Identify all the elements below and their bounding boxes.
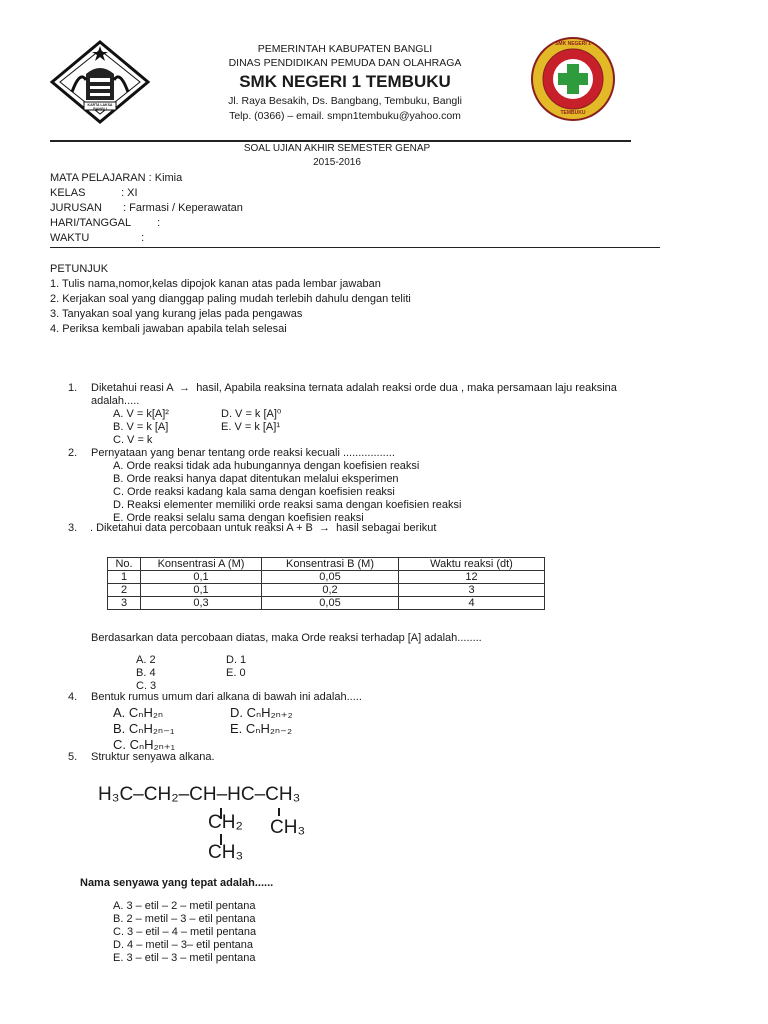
option-b: B. 4 (136, 667, 156, 679)
left-logo (50, 40, 150, 124)
instruction-item: 1. Tulis nama,nomor,kelas dipojok kanan atas pada lembar jawaban (50, 278, 381, 290)
branch1-ch3: CH₃ (208, 842, 244, 863)
table-cell: 2 (108, 584, 141, 597)
option-c: C. Orde reaksi kadang kala sama dengan koefisien reaksi (113, 486, 395, 498)
field-label: JURUSAN (50, 202, 102, 214)
question-number: 2. (68, 447, 78, 459)
instructions-title: PETUNJUK (50, 263, 109, 275)
option-e: E. 3 – etil – 3 – metil pentana (113, 952, 256, 964)
instruction-item: 3. Tanyakan soal yang kurang jelas pada pengawas (50, 308, 303, 320)
option-a: A. V = k[A]² (113, 408, 169, 420)
table-cell: 4 (399, 597, 545, 610)
question-3 (68, 522, 738, 535)
table-cell: 3 (399, 584, 545, 597)
field-major (50, 202, 660, 217)
field-value: : XI (121, 187, 138, 199)
branch2-ch3: CH₃ (270, 817, 306, 838)
field-class (50, 187, 660, 202)
question-text: Struktur senyawa alkana. (91, 751, 215, 763)
question-1 (68, 382, 738, 446)
main-chain: H₃C–CH₂–CH–HC–CH₃ (98, 784, 301, 805)
option-a: A. CₙH₂ₙ (113, 705, 164, 720)
school-address: Jl. Raya Besakih, Ds. Bangbang, Tembuku, Bangli (228, 95, 462, 107)
school-contact: Telp. (0366) – email. smpn1tembuku@yahoo.com (229, 110, 461, 122)
table-row (108, 597, 545, 610)
option-d: D. CₙH₂ₙ₊₂ (230, 705, 293, 720)
question-text: Diketahui reasi A (91, 382, 173, 394)
right-logo-top-text: SMK NEGERI 1 (555, 41, 591, 47)
exam-year: 2015-2016 (313, 157, 361, 168)
field-value: : Kimia (148, 172, 183, 184)
right-logo (530, 36, 616, 122)
left-logo-text: KARTA LAKSA BANGLI (87, 103, 113, 111)
question-text: hasil, Apabila reaksina ternata adalah reaksi orde dua , maka persamaan laju reaksina (196, 382, 617, 394)
arrow-icon: → (176, 382, 194, 394)
option-d: D. V = k [A]⁰ (221, 408, 282, 420)
question-text: Pernyataan yang benar tentang orde reaksi kecuali ................. (91, 447, 395, 459)
table-cell: 0,1 (141, 571, 262, 584)
option-c: C. 3 (136, 680, 157, 692)
question-text: hasil sebagai berikut (336, 522, 437, 534)
table-cell: 0,3 (141, 597, 262, 610)
question-number: 3. (68, 522, 78, 534)
field-label: MATA PELAJARAN (50, 172, 146, 184)
option-c: C. CₙH₂ₙ₊₁ (113, 737, 176, 752)
field-time (50, 232, 660, 248)
option-e: E. V = k [A]¹ (221, 421, 280, 433)
field-label: HARI/TANGGAL (50, 217, 132, 229)
branch1-ch2: CH₂ (208, 812, 243, 833)
table-header: Konsentrasi B (M) (262, 558, 399, 571)
table-header: Konsentrasi A (M) (141, 558, 262, 571)
option-d: D. 1 (226, 654, 247, 666)
question-text: adalah..... (91, 395, 140, 407)
right-logo-bottom-text: TEMBUKU (560, 110, 586, 116)
option-a: A. 3 – etil – 2 – metil pentana (113, 900, 256, 912)
field-subject (50, 172, 660, 187)
option-b: B. 2 – metil – 3 – etil pentana (113, 913, 256, 925)
option-b: B. V = k [A] (113, 421, 169, 433)
instruction-item: 2. Kerjakan soal yang dianggap paling mudah terlebih dahulu dengan teliti (50, 293, 411, 305)
arrow-icon: → (315, 522, 334, 534)
question-text: . Diketahui data percobaan untuk reaksi A + B (90, 522, 313, 534)
option-d: D. 4 – metil – 3– etil pentana (113, 939, 254, 951)
option-e: E. CₙH₂ₙ₋₂ (230, 721, 292, 736)
branch-bond-3 (278, 808, 280, 816)
structure-formula (98, 784, 398, 874)
question-5-options (113, 900, 513, 965)
instruction-item: 4. Periksa kembali jawaban apabila telah selesai (50, 323, 287, 335)
table-cell: 0,1 (141, 584, 262, 597)
table-cell: 12 (399, 571, 545, 584)
option-e: E. Orde reaksi selalu sama dengan koefisien reaksi (113, 512, 364, 524)
question-4 (68, 691, 738, 705)
question-3-options (68, 654, 468, 694)
table-header-row (108, 558, 545, 571)
option-b: B. CₙH₂ₙ₋₁ (113, 721, 175, 736)
field-value: : (157, 217, 161, 229)
exam-title: SOAL UJIAN AKHIR SEMESTER GENAP (243, 143, 431, 154)
question-5-prompt: Nama senyawa yang tepat adalah...... (80, 877, 274, 889)
table-cell: 0,2 (262, 584, 399, 597)
table-header: Waktu reaksi (dt) (399, 558, 545, 571)
question-5 (68, 751, 738, 765)
instructions (50, 262, 670, 337)
table-row (108, 584, 545, 597)
question-text: Bentuk rumus umum dari alkana di bawah ini adalah..... (91, 691, 362, 703)
experiment-table (107, 557, 545, 610)
table-row (108, 571, 545, 584)
option-b: B. Orde reaksi hanya dapat ditentukan melalui eksperimen (113, 473, 399, 485)
question-4-options (113, 705, 413, 751)
field-value: : Farmasi / Keperawatan (123, 202, 243, 214)
exam-fields (50, 172, 660, 248)
table-cell: 1 (108, 571, 141, 584)
option-a: A. Orde reaksi tidak ada hubungannya dengan koefisien reaksi (113, 460, 420, 472)
table-header: No. (108, 558, 141, 571)
field-label: WAKTU (50, 232, 90, 244)
header-line2: DINAS PENDIDIKAN PEMUDA DAN OLAHRAGA (228, 57, 462, 69)
question-number: 1. (68, 382, 78, 394)
option-c: C. V = k (113, 434, 153, 446)
option-d: D. Reaksi elementer memiliki orde reaksi sama dengan koefisien reaksi (113, 499, 462, 511)
table-cell: 0,05 (262, 597, 399, 610)
header-line1: PEMERINTAH KABUPATEN BANGLI (257, 43, 433, 55)
table-cell: 3 (108, 597, 141, 610)
option-c: C. 3 – etil – 4 – metil pentana (113, 926, 257, 938)
question-2 (68, 447, 738, 525)
field-date (50, 217, 660, 232)
question-3-prompt: Berdasarkan data percobaan diatas, maka Orde reaksi terhadap [A] adalah........ (91, 632, 482, 644)
field-value: : (141, 232, 145, 244)
question-number: 4. (68, 691, 78, 703)
question-number: 5. (68, 751, 78, 763)
option-a: A. 2 (136, 654, 156, 666)
table-cell: 0,05 (262, 571, 399, 584)
option-e: E. 0 (226, 667, 246, 679)
field-label: KELAS (50, 187, 86, 199)
school-name: SMK NEGERI 1 TEMBUKU (239, 72, 451, 91)
